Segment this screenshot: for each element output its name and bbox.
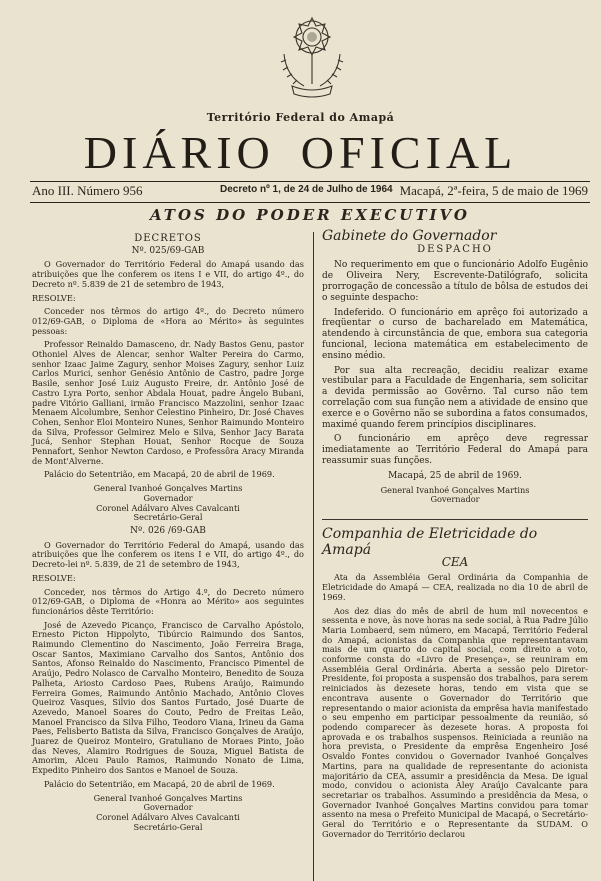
decree-1-paragraph-1: Conceder nos têrmos do artigo 4º., do Decreto número 012/69-GAB, o Diploma de «Hora ao Mérito» às seguintes pessoas:: [32, 306, 304, 336]
despacho-signature-name: General Ivanhoé Gonçalves Martins: [380, 484, 530, 495]
company-abbreviation: CEA: [441, 554, 469, 569]
decretos-heading: DECRETOS: [134, 233, 202, 244]
section-heading: ATOS DO PODER EXECUTIVO: [149, 206, 470, 224]
despacho-paragraph-2: Indeferido. O funcionário em aprêço foi autorizado a freqüentar o curso de bacharelado em Matemática, atendendo à circunstância de que, embora sua categoria funcional, leciona matemática em estabelecimento de ensino médio.: [322, 307, 588, 361]
decree-2-paragraph-2: José de Azevedo Picanço, Francisco de Carvalho Apóstolo, Ernesto Picton Hippolyto, Tibúrcio Raimundo dos Santos, Raimundo Clementino do Nascimento, João Ferreira Braga, Oscar Santos, Maximiano Carvalho dos Santos, Antônio dos Santos, Afonso Reinaldo do Nascimento, Francisco Pimentel de Araújo, Pedro Nolasco de Carvalho Monteiro, Benedito de Souza Palheta, Ariosto Cardoso Paes, Rubens Araújo, Raimundo Ferreira Gomes, Raimundo Antônio Machado, Antônio Cloves Queiroz Vasques, Silvio dos Santos Furtado, José Duarte de Azevedo, Manoel Soares do Couto, Pedro de Freitas Leão, Manoel Francisco da Silva Filho, Teodoro Viana, Irineu da Gama Paes, Felisberto Batista da Silva, Francisco Gonçalves de Araújo, Juarez de Queiroz Monteiro, Gratuliano de Moraes Pinto, João das Neves, Alamiro Rodrigues de Souza, Miguel Batista de Amorim, Alceu Paulo Ramos, Raimundo Nonato de Lima, Expedito Pinheiro dos Santos e Manoel de Souza.: [32, 619, 304, 776]
decree-2-signature-1-title: Governador: [143, 802, 193, 813]
decree-2-number: Nº. 026 /69-GAB: [130, 525, 206, 536]
decree-1-signature-1-title: Governador: [143, 492, 193, 503]
coat-of-arms-seal: [272, 14, 352, 100]
despacho-date: Macapá, 25 de abril de 1969.: [388, 470, 522, 481]
right-column: [322, 228, 588, 843]
masthead-word-diario: DIÁRIO: [83, 127, 275, 178]
company-heading: Companhia de Eletricidade do Amapá: [322, 525, 538, 558]
column-divider: [313, 232, 314, 881]
decree-2-signature-2-name: Coronel Adálvaro Alves Cavalcanti: [96, 811, 240, 822]
decree-1-intro: O Governador do Território Federal do Amapá usando das atribuições que lhe conferem os itens I e VII, do artigo 4º., do Decreto nº. 5.839 de 21 de setembro de 1943,: [32, 259, 304, 289]
decree-2-intro: O Governador do Território Federal do Amapá, usando das atribuições que lhe conferem os itens I e VII, do artigo 4º., do Decreto-lei nº. 5.839, de 21 de setembro de 1943,: [32, 539, 304, 570]
issue-date: Macapá, 2ª-feira, 5 de maio de 1969: [399, 183, 588, 198]
decree-2-resolve: RESOLVE:: [32, 572, 76, 583]
decree-1-paragraph-2: Professor Reinaldo Damasceno, dr. Nady Bastos Genu, pastor Othoniel Alves de Alencar, senhor Walter Pereira do Carmo, senhor Izaac Jaime Zagury, senhor Moises Zagury, senhor Luiz Carlos Murici, senhor Genésio Antônio de Castro, padre Jorge Basile, senhor José Luiz Augusto Freire, dr. Antônio José de Castro Lyra Porto, senhor Abdala Houat, padre Ângelo Bubani, padre Vitório Galliani, irmão Francisco Mazzolini, senhor Izaac Menaem Alcolumbre, Senhor Celestino Pinheiro, Dr. José Chaves Cohen, Senhor Eloi Monteiro Nunes, Senhor Raimundo Monteiro da Silva, Professor Gelmirez Melo e Silva, Senhor Jacy Barata Jucá, Senhor Stephan Houat, Senhor Rocque de Souza Pennafort, Senhor Newton Cardoso, e Professôra Aracy Miranda de Mont'Alverne.: [32, 339, 304, 466]
issue-number: Ano III. Número 956: [32, 183, 143, 198]
decree-2-signature-2-title: Secretário-Geral: [133, 821, 203, 832]
despacho-signature-title: Governador: [430, 494, 480, 505]
issue-info-bar: [32, 183, 588, 201]
founding-decree: Decreto nº 1, de 24 de Julho de 1964: [220, 184, 393, 195]
masthead-word-oficial: OFICIAL: [300, 127, 518, 178]
decree-2-paragraph-1: Conceder, nos têrmos do Artigo 4.º, do Decreto número 012/69-GAB, o Diploma de «Honra ao Mérito» aos seguintes funcionários dêste Território:: [32, 586, 304, 616]
despacho-paragraph-1: No requerimento em que o funcionário Adolfo Eugênio de Oliveira Nery, Escrevente-Datilógrafo, solicita prorrogação de concessão a título de bôlsa de estudos dei o seguinte despacho:: [322, 260, 588, 303]
despacho-paragraph-3: Por sua alta recreação, decidiu realizar exame vestibular para a Faculdade de Engenharia, sem solicitar a devida permissão ao Govêrno. Tal curso não tem correlação com sua função nem a atividade de ensino que exerce e o Govêrno não se subordina a fatos consumados, maximé quando ferem princípios disciplinares.: [322, 365, 588, 430]
decree-1-signature-1-name: General Ivanhoé Gonçalves Martins: [93, 483, 243, 494]
ata-intro: Ata da Assembléia Geral Ordinária da Companhia de Eletricidade do Amapá — CEA, realizada no dia 10 de abril de 1969.: [322, 572, 588, 602]
decree-1-signature-2-name: Coronel Adálvaro Alves Cavalcanti: [96, 502, 240, 513]
left-column: [32, 232, 304, 832]
masthead-rule-bottom: [30, 202, 590, 203]
decree-2-signature-1-name: General Ivanhoé Gonçalves Martins: [93, 792, 243, 803]
coat-of-arms-icon: [272, 14, 352, 100]
decree-1-closing: Palácio do Setentrião, em Macapá, 20 de abril de 1969.: [44, 469, 275, 480]
territory-line: Território Federal do Amapá: [206, 111, 395, 124]
section-separator: [322, 519, 588, 520]
decree-1-signature-2-title: Secretário-Geral: [133, 512, 203, 523]
decree-2-closing: Palácio do Setentrião, em Macapá, 20 de abril de 1969.: [44, 778, 275, 789]
despacho-heading: DESPACHO: [417, 243, 493, 255]
despacho-paragraph-4: O funcionário em aprêço deve regressar imediatamente ao Território Federal do Amapá para reassumir suas funções.: [322, 434, 588, 466]
gabinete-heading: Gabinete do Governador: [322, 228, 497, 244]
decree-1-resolve: RESOLVE:: [32, 292, 76, 303]
masthead-rule-top: [30, 181, 590, 182]
ata-body: Aos dez dias do mês de abril de hum mil novecentos e sessenta e nove, às nove horas na sede social, à Rua Padre Júlio Maria Lombaerd, sem número, em Macapá, Território Federal do Amapá, acionistas da Companhia que representantavam mais de um quarto do capital social, com direito a voto, conforme consta do «Livro de Presença», se reuniram em Assembléia Geral Ordinária. Aberta a sessão pelo Diretor-Presidente, foi proposta a suspensão dos trabalhos, para serem reiniciados às dezesete horas, tendo em vista que se encontrava ausente o Governador do Território que representando o maior acionista da emprêsa havia manifestado o seu empenho em participar pessoalmente da reunião, só podendo comparecer às dezesete horas. A proposta foi aprovada e os trabalhos suspensos. Reiniciada a reunião na hora prevista, o Presidente da emprêsa Engenheiro José Osvaldo Fontes convidou o Governador Ivanhoé Gonçalves Martins, para na qualidade de representante do acionista majoritário da CEA, assumir a presidência da Mesa. De igual modo, convidou o acionista Aley Araújo Cavalcante para secretariar os trabalhos. Assumindo a presidência da Mesa, o Governador Ivanhoé Gonçalves Martins convidou para tomar assento na mesa o Prefeito Municipal de Macapá, o Secretário-Geral do Território e o Representante da SUDAM. O Governador do Território declarou: [322, 605, 588, 839]
masthead-title: [0, 126, 601, 180]
decree-1-number: Nº. 025/69-GAB: [131, 245, 205, 256]
